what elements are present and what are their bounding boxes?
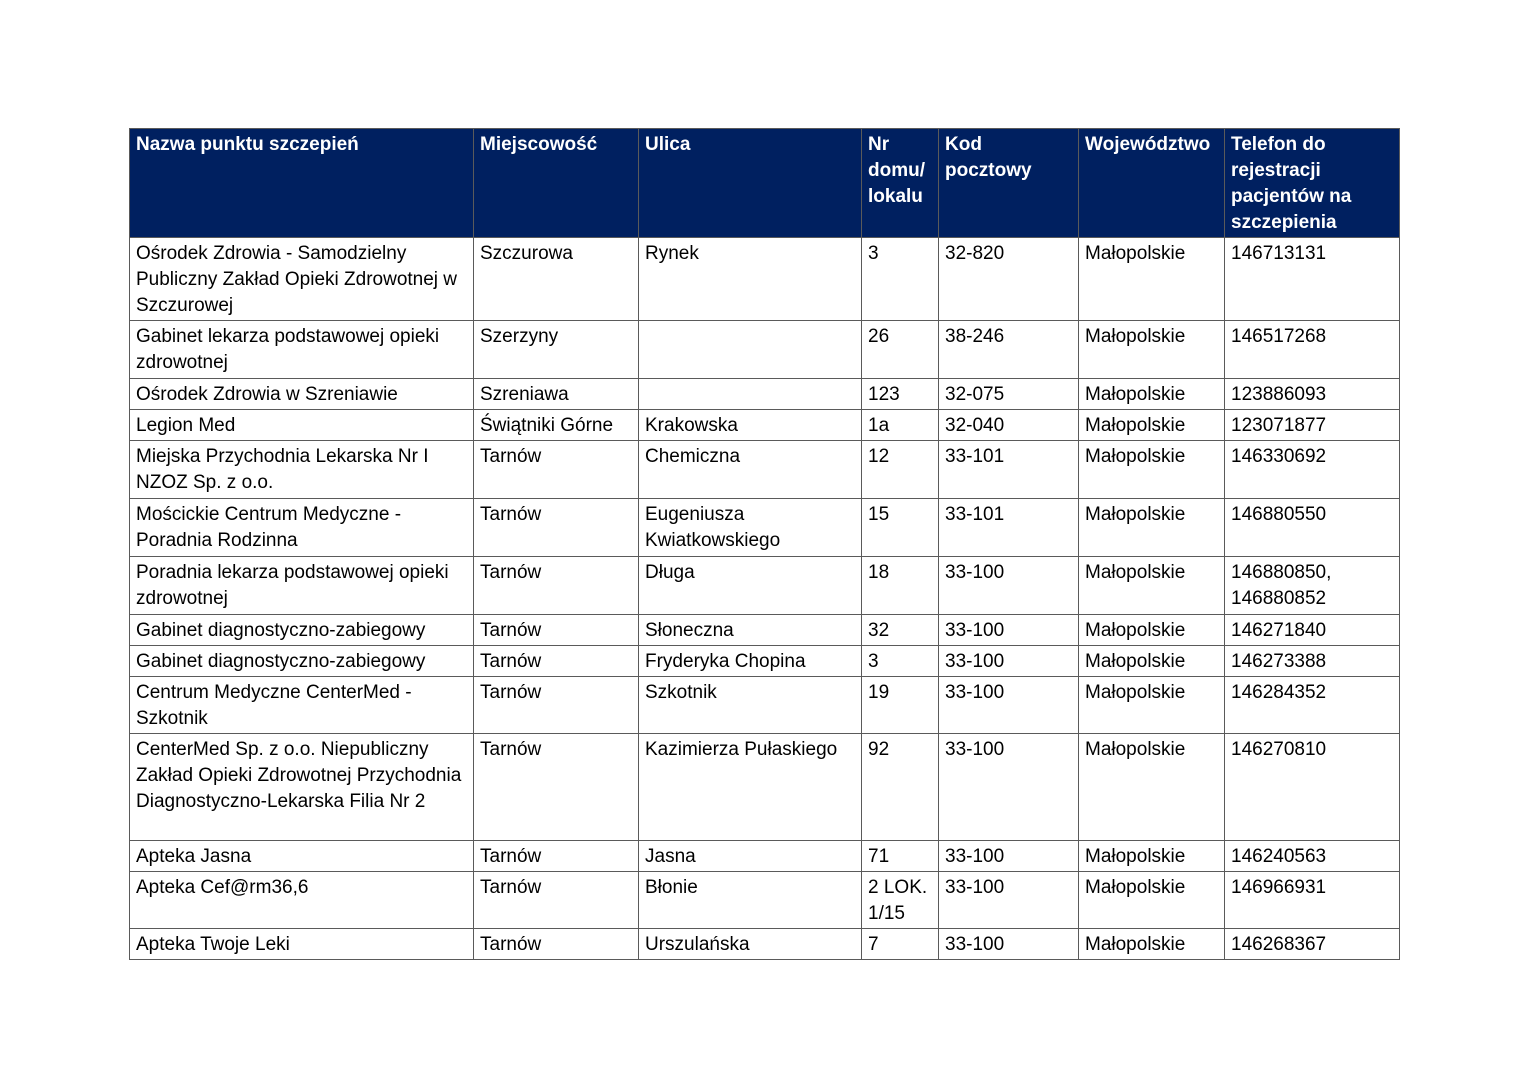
table-row [130,646,1400,677]
cell-number: 71 [862,841,939,872]
cell-postal-code: 33-100 [939,646,1079,677]
table-row [130,615,1400,646]
column-header-postal-code: Kod pocztowy [939,129,1079,238]
cell-name: Poradnia lekarza podstawowej opieki zdrowotnej [130,557,474,615]
cell-city: Tarnów [474,872,639,929]
cell-postal-code: 32-075 [939,379,1079,410]
cell-city: Tarnów [474,557,639,615]
cell-street: Kazimierza Pułaskiego [639,734,862,841]
cell-street: Słoneczna [639,615,862,646]
table-row [130,238,1400,321]
table-row [130,872,1400,929]
cell-postal-code: 33-100 [939,677,1079,734]
cell-name: Apteka Cef@rm36,6 [130,872,474,929]
cell-number: 12 [862,441,939,499]
cell-street [639,379,862,410]
column-header-voivodeship: Województwo [1079,129,1225,238]
cell-street [639,321,862,379]
cell-city: Tarnów [474,841,639,872]
cell-number: 7 [862,929,939,960]
column-header-street: Ulica [639,129,862,238]
cell-name: Gabinet diagnostyczno-zabiegowy [130,646,474,677]
cell-postal-code: 33-100 [939,734,1079,841]
cell-city: Tarnów [474,677,639,734]
table-row [130,321,1400,379]
cell-number: 15 [862,499,939,557]
cell-voivodeship: Małopolskie [1079,499,1225,557]
table-row [130,929,1400,960]
cell-phone: 146880850, 146880852 [1225,557,1400,615]
cell-number: 18 [862,557,939,615]
table-row [130,734,1400,841]
cell-voivodeship: Małopolskie [1079,238,1225,321]
cell-street: Fryderyka Chopina [639,646,862,677]
cell-city: Tarnów [474,929,639,960]
cell-phone: 146268367 [1225,929,1400,960]
cell-postal-code: 33-100 [939,841,1079,872]
cell-name: Gabinet lekarza podstawowej opieki zdrowotnej [130,321,474,379]
cell-postal-code: 33-101 [939,499,1079,557]
cell-postal-code: 33-100 [939,929,1079,960]
cell-voivodeship: Małopolskie [1079,321,1225,379]
cell-number: 123 [862,379,939,410]
cell-voivodeship: Małopolskie [1079,441,1225,499]
cell-street: Jasna [639,841,862,872]
cell-phone: 123886093 [1225,379,1400,410]
table-body [130,238,1400,960]
cell-phone: 146880550 [1225,499,1400,557]
cell-number: 32 [862,615,939,646]
cell-street: Urszulańska [639,929,862,960]
cell-name: Apteka Jasna [130,841,474,872]
cell-street: Krakowska [639,410,862,441]
cell-city: Tarnów [474,615,639,646]
cell-street: Eugeniusza Kwiatkowskiego [639,499,862,557]
cell-postal-code: 32-040 [939,410,1079,441]
cell-postal-code: 33-101 [939,441,1079,499]
cell-voivodeship: Małopolskie [1079,379,1225,410]
cell-voivodeship: Małopolskie [1079,557,1225,615]
cell-number: 3 [862,238,939,321]
cell-phone: 146713131 [1225,238,1400,321]
cell-phone: 123071877 [1225,410,1400,441]
cell-name: Ośrodek Zdrowia w Szreniawie [130,379,474,410]
cell-number: 2 LOK. 1/15 [862,872,939,929]
cell-voivodeship: Małopolskie [1079,734,1225,841]
cell-name: Apteka Twoje Leki [130,929,474,960]
cell-street: Długa [639,557,862,615]
cell-street: Chemiczna [639,441,862,499]
cell-phone: 146273388 [1225,646,1400,677]
cell-city: Tarnów [474,441,639,499]
column-header-phone: Telefon do rejestracji pacjentów na szczepienia [1225,129,1400,238]
column-header-number: Nr domu/ lokalu [862,129,939,238]
table-row [130,499,1400,557]
column-header-name: Nazwa punktu szczepień [130,129,474,238]
table-row [130,379,1400,410]
cell-postal-code: 32-820 [939,238,1079,321]
cell-voivodeship: Małopolskie [1079,677,1225,734]
table-row [130,557,1400,615]
cell-name: Miejska Przychodnia Lekarska Nr I NZOZ Sp. z o.o. [130,441,474,499]
table-row [130,410,1400,441]
cell-phone: 146517268 [1225,321,1400,379]
column-header-city: Miejscowość [474,129,639,238]
cell-number: 1a [862,410,939,441]
cell-city: Tarnów [474,646,639,677]
cell-voivodeship: Małopolskie [1079,410,1225,441]
cell-number: 92 [862,734,939,841]
cell-street: Rynek [639,238,862,321]
table-row [130,841,1400,872]
cell-name: Centrum Medyczne CenterMed - Szkotnik [130,677,474,734]
cell-name: Gabinet diagnostyczno-zabiegowy [130,615,474,646]
cell-postal-code: 33-100 [939,872,1079,929]
table-row [130,677,1400,734]
cell-phone: 146284352 [1225,677,1400,734]
cell-postal-code: 33-100 [939,557,1079,615]
cell-voivodeship: Małopolskie [1079,646,1225,677]
cell-city: Świątniki Górne [474,410,639,441]
cell-street: Szkotnik [639,677,862,734]
cell-name: Legion Med [130,410,474,441]
cell-phone: 146330692 [1225,441,1400,499]
cell-phone: 146240563 [1225,841,1400,872]
cell-postal-code: 38-246 [939,321,1079,379]
cell-voivodeship: Małopolskie [1079,872,1225,929]
cell-number: 26 [862,321,939,379]
cell-street: Błonie [639,872,862,929]
cell-city: Tarnów [474,499,639,557]
cell-name: Mościckie Centrum Medyczne - Poradnia Rodzinna [130,499,474,557]
cell-voivodeship: Małopolskie [1079,841,1225,872]
cell-name: CenterMed Sp. z o.o. Niepubliczny Zakład Opieki Zdrowotnej Przychodnia Diagnostyczno-Lekarska Filia Nr 2 [130,734,474,841]
cell-voivodeship: Małopolskie [1079,929,1225,960]
table-row [130,441,1400,499]
header-row [130,129,1400,238]
cell-phone: 146270810 [1225,734,1400,841]
cell-city: Szczurowa [474,238,639,321]
vaccination-points-table [129,128,1400,960]
cell-number: 3 [862,646,939,677]
cell-city: Tarnów [474,734,639,841]
cell-phone: 146271840 [1225,615,1400,646]
cell-number: 19 [862,677,939,734]
cell-voivodeship: Małopolskie [1079,615,1225,646]
cell-postal-code: 33-100 [939,615,1079,646]
table-header [130,129,1400,238]
cell-city: Szreniawa [474,379,639,410]
cell-name: Ośrodek Zdrowia - Samodzielny Publiczny Zakład Opieki Zdrowotnej w Szczurowej [130,238,474,321]
cell-phone: 146966931 [1225,872,1400,929]
cell-city: Szerzyny [474,321,639,379]
